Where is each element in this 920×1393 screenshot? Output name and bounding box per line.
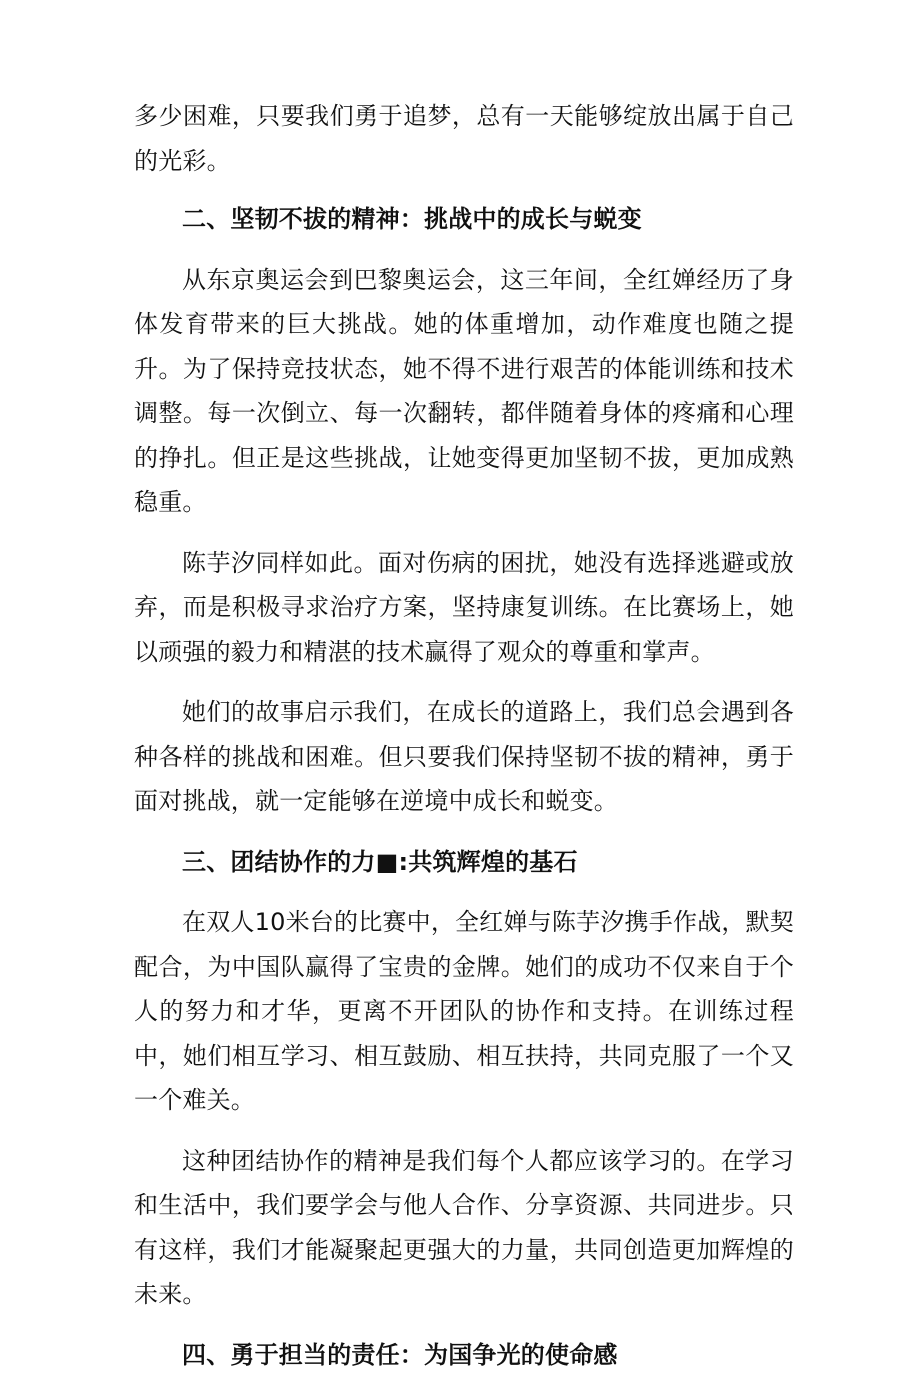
paragraph: 这种团结协作的精神是我们每个人都应该学习的。在学习和生活中，我们要学会与他人合作、分享资源、共同进步。只有这样，我们才能凝聚起更强大的力量，共同创造更加辉煌的未来。 xyxy=(134,1146,794,1308)
paragraph: 从东京奥运会到巴黎奥运会，这三年间，全红婵经历了身体发育带来的巨大挑战。她的体重增加，动作难度也随之提升。为了保持竞技状态，她不得不进行艰苦的体能训练和技术调整。每一次倒立、每一次翻转，都伴随着身体的疼痛和心理的挣扎。但正是这些挑战，让她变得更加坚韧不拔，更加成熟稳重。 xyxy=(134,265,794,516)
section-heading-3: 三、团结协作的力■:共筑辉煌的基石 xyxy=(182,847,578,876)
section-heading-2: 二、坚韧不拔的精神：挑战中的成长与蜕变 xyxy=(182,205,642,233)
paragraph: 在双人10米台的比赛中，全红婵与陈芋汐携手作战，默契配合，为中国队赢得了宝贵的金牌。她们的成功不仅来自于个人的努力和才华，更离不开团队的协作和支持。在训练过程中，她们相互学习、相互鼓励、相互扶持，共同克服了一个又一个难关。 xyxy=(134,908,794,1114)
section-heading-4: 四、勇于担当的责任：为国争光的使命感 xyxy=(182,1340,618,1369)
paragraph: 陈芋汐同样如此。面对伤病的困扰，她没有选择逃避或放弃，而是积极寻求治疗方案，坚持康复训练。在比赛场上，她以顽强的毅力和精湛的技术赢得了观众的尊重和掌声。 xyxy=(134,548,794,666)
document-body xyxy=(134,94,794,1393)
paragraph: 她们的故事启示我们，在成长的道路上，我们总会遇到各种各样的挑战和困难。但只要我们保持坚韧不拔的精神，勇于面对挑战，就一定能够在逆境中成长和蜕变。 xyxy=(134,698,794,815)
paragraph-continuation: 多少困难，只要我们勇于追梦，总有一天能够绽放出属于自己的光彩。 xyxy=(134,102,794,175)
